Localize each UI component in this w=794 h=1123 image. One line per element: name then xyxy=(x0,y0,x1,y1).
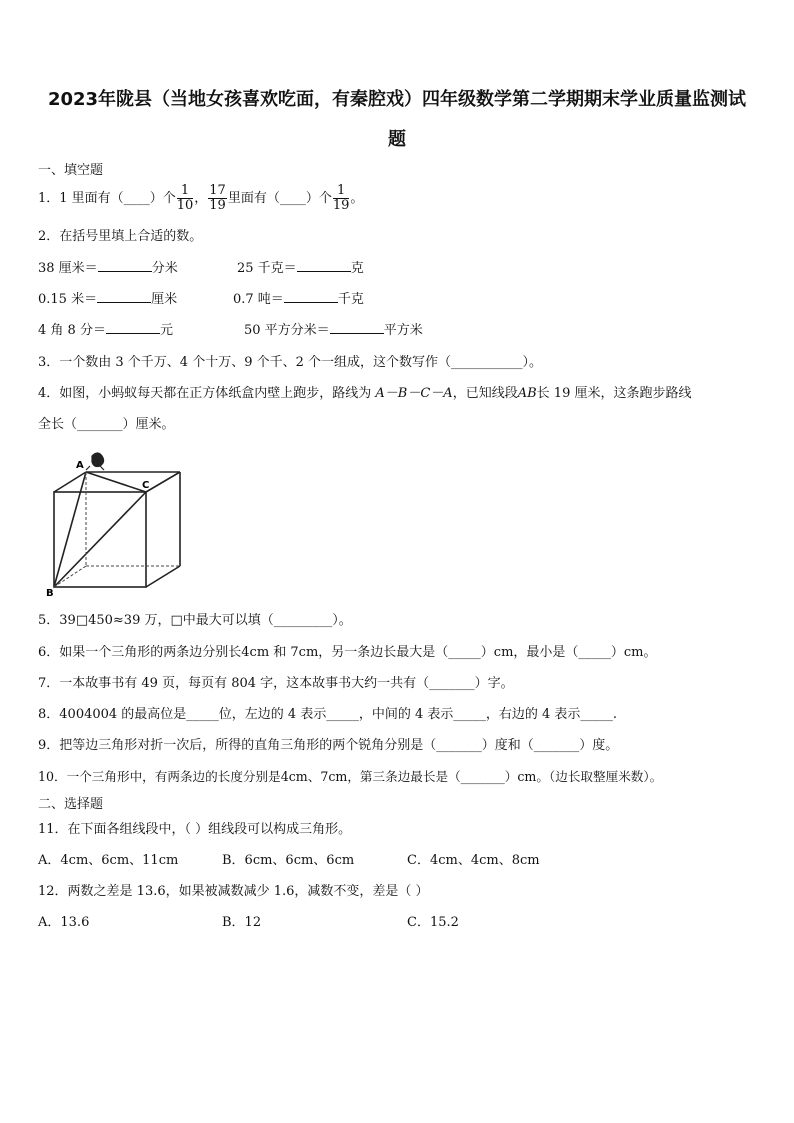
exam-title-line2: 题 xyxy=(388,129,406,150)
q2-row-1a xyxy=(38,259,178,278)
q2-prefix: 50 平方分米＝ xyxy=(244,323,330,338)
fraction-numerator: 17 xyxy=(209,183,226,198)
q4-text-c: 长 19 厘米，这条跑步路线 xyxy=(536,386,692,401)
question-4-line2: 全长（_______）厘米。 xyxy=(38,417,175,432)
q2-prefix: 25 千克＝ xyxy=(237,261,297,276)
q2-unit: 分米 xyxy=(151,261,178,276)
question-7: 7．一本故事书有 49 页，每页有 804 字，这本故事书大约一共有（_______）字。 xyxy=(38,676,514,691)
vertex-label-a: A xyxy=(76,460,84,471)
q12-option-c[interactable]: C．15.2 xyxy=(407,915,459,930)
q4-segment: AB xyxy=(517,386,537,401)
q11-option-c[interactable]: C．4cm、4cm、8cm xyxy=(407,853,540,868)
q2-prefix: 0.7 吨＝ xyxy=(233,292,284,307)
q2-answer-blank[interactable] xyxy=(106,321,160,334)
question-9: 9．把等边三角形对折一次后，所得的直角三角形的两个锐角分别是（_______）度和（_______）度。 xyxy=(38,738,619,753)
q2-unit: 千克 xyxy=(337,292,364,307)
q2-row-2a xyxy=(38,290,177,309)
q2-unit: 元 xyxy=(159,323,173,338)
q1-blank-2[interactable]: ____ xyxy=(279,191,306,206)
fraction-1-19 xyxy=(333,184,350,213)
q2-unit: 克 xyxy=(350,261,364,276)
question-8: 8．4004004 的最高位是_____位，左边的 4 表示_____，中间的 4 表示_____，右边的 4 表示_____. xyxy=(38,707,618,722)
q2-unit: 平方米 xyxy=(383,323,423,338)
q1-text-a: 1．1 里面有（ xyxy=(38,191,124,206)
q2-row-2b xyxy=(233,290,364,309)
fraction-numerator: 1 xyxy=(333,184,350,199)
q12-option-a[interactable]: A．13.6 xyxy=(38,915,90,930)
q2-row-3a xyxy=(38,321,173,340)
q2-row-1b xyxy=(237,259,364,278)
exam-title-line1: 2023年陇县（当地女孩喜欢吃面，有秦腔戏）四年级数学第二学期期末学业质量监测试 xyxy=(47,89,747,110)
fraction-numerator: 1 xyxy=(177,184,194,199)
fraction-17-19 xyxy=(208,184,227,213)
q4-text-a: 4．如图，小蚂蚁每天都在正方体纸盒内壁上跑步，路线为 xyxy=(38,386,372,401)
q4-route: A－B－C－A xyxy=(375,386,453,401)
q2-answer-blank[interactable] xyxy=(330,321,384,334)
q1-blank-1[interactable]: ____ xyxy=(123,191,150,206)
cube-edge-bottom-right xyxy=(146,566,180,587)
question-11: 11．在下面各组线段中，（ ）组线段可以构成三角形。 xyxy=(38,822,352,837)
q2-row-3b xyxy=(244,321,423,340)
question-4 xyxy=(38,385,691,403)
q12-option-b[interactable]: B．12 xyxy=(222,915,262,930)
q2-unit: 厘米 xyxy=(151,292,178,307)
q2-answer-blank[interactable] xyxy=(97,290,151,303)
q1-text-d: 里面有（ xyxy=(227,191,280,206)
q1-text-f: 。 xyxy=(350,191,364,206)
vertex-label-c: C xyxy=(142,480,150,491)
q1-text-b: ）个 xyxy=(149,191,176,206)
question-12: 12．两数之差是 13.6，如果被减数减少 1.6，减数不变，差是（ ） xyxy=(38,884,429,899)
vertex-label-b: B xyxy=(46,588,54,598)
fraction-denominator: 19 xyxy=(332,198,350,213)
q2-prefix: 0.15 米＝ xyxy=(38,292,98,307)
q4-text-b: ，已知线段 xyxy=(452,386,518,401)
q2-answer-blank[interactable] xyxy=(284,290,338,303)
question-5: 5．39□450≈39 万，□中最大可以填（_________）。 xyxy=(38,613,352,628)
ant-icon xyxy=(86,453,104,470)
section-fill-in: 一、填空题 xyxy=(38,163,104,178)
question-3: 3．一个数由 3 个千万、4 个十万、9 个千、2 个一组成，这个数写作（___________）。 xyxy=(38,355,543,370)
q1-text-e: ）个 xyxy=(305,191,332,206)
q2-answer-blank[interactable] xyxy=(297,259,351,272)
question-10: 10．一个三角形中，有两条边的长度分别是4cm、7cm，第三条边最长是（_______）cm。（边长取整厘米数）。 xyxy=(38,769,663,784)
q2-prefix: 38 厘米＝ xyxy=(38,261,98,276)
q1-text-c: ， xyxy=(194,191,208,206)
question-6: 6．如果一个三角形的两条边分别长4cm 和 7cm，另一条边长最大是（_____）cm，最小是（_____）cm。 xyxy=(38,645,657,660)
q2-prefix: 4 角 8 分＝ xyxy=(38,323,106,338)
cube-edge-top-right xyxy=(146,472,180,492)
q11-option-a[interactable]: A．4cm、6cm、11cm xyxy=(38,853,179,868)
q2-answer-blank[interactable] xyxy=(98,259,152,272)
question-1 xyxy=(38,184,363,213)
question-2: 2．在括号里填上合适的数。 xyxy=(38,229,203,244)
fraction-denominator: 19 xyxy=(209,198,226,213)
fraction-1-10 xyxy=(177,184,194,213)
path-a-to-c xyxy=(86,472,146,492)
section-multiple-choice: 二、选择题 xyxy=(38,797,104,812)
q11-option-b[interactable]: B．6cm、6cm、6cm xyxy=(222,853,355,868)
fraction-denominator: 10 xyxy=(176,198,194,213)
cube-figure xyxy=(30,448,190,598)
